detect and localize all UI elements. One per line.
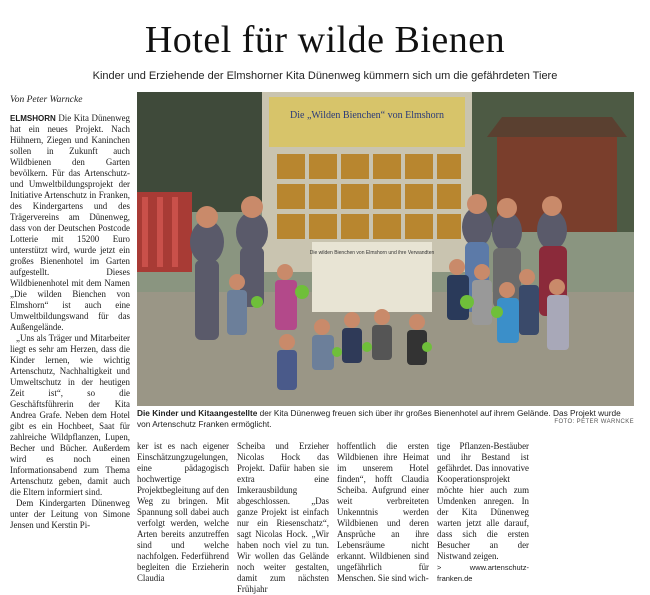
lead-paragraph-3: Dem Kindergarten Dünenweg unter der Leitung von Simone Jensen und Kerstin Pi- [10, 498, 130, 530]
bee-hotel-sign-text: Die „Wilden Bienchen“ von Elmshorn [290, 110, 444, 121]
web-link[interactable]: > www.artenschutz-franken.de [437, 563, 529, 583]
body-column-1-text: ker ist es nach eigener Einschätzungzugelungen, eine pädagogisch hochwertige Projektbegleitung auf den Weg zu bringen. Mit Spannung soll dabei auch verfolgt werden, welche Arten bereits anzutreffen sind und welche nachfolgen. Federführend begleiten die Erzieherin Claudia [137, 441, 229, 583]
photo-bee-hotel [137, 92, 634, 406]
caption-bold: Die Kinder und Kitaangestellte [137, 408, 258, 418]
subheadline: Kinder und Erziehende der Elmshorner Kita Dünenweg kümmern sich um die gefährdeten Tiere [92, 70, 558, 82]
body-column-1 [137, 441, 229, 584]
caption-text: der Kita Dünenweg freuen sich über ihr großes Bienenhotel auf ihrem Gelände. Das Projekt wurde von Artenschutz Franken ermöglicht. [137, 408, 621, 429]
lead-column [10, 113, 130, 531]
lead-paragraph-2: „Uns als Träger und Mitarbeiter liegt es sehr am Herzen, dass die Kinder lernen, wie wichtig Artenschutz, Nachhaltigkeit und Umweltschutz in der heutigen Zeit ist“, so die Geschäftsführerin der Kita Andrea Grafe. Neben dem Hotel gibt es ein Hochbeet, Saat für zahlreiche Wildpflanzen, Lupen, Becher und Bücher. Außerdem wird es noch einen Informationsabend zum Thema Artenschutz geben, damit auch die Eltern informiert sind. [10, 333, 130, 497]
headline: Hotel für wilde Bienen [144, 19, 506, 61]
lead-paragraph-1-text: Die Kita Dünenweg hat ein neues Projekt. Nach Hühnern, Ziegen und Kaninchen sollen in Zukunft auch Wildbienen den Garten bevölkern. Für das Artenschutz- und Umweltbildungsprojekt der Initiative Artenschutz in Franken, des Kindergartens und des Trägervereins am Dünenweg, dass von der Deutschen Postcode Lotterie mit 15200 Euro unterstützt wird, wurde jetzt ein großes Bienenhotel im Garten aufgestellt. Dieses Wildbienenhotel mit dem Namen „Die wilden Bienchen von Elmshorn“ ist auch eine Umweltbildungswand für das Außengelände. [10, 113, 130, 332]
body-column-4 [437, 441, 529, 584]
bee-hotel-sign [269, 97, 465, 147]
body-column-2-text: Scheiba und Erzieher Nicolas Hock das Projekt. Dafür haben sie extra eine Imkerausbildung abgeschlossen. „Das ganze Projekt ist einfach nur ein Riesenschatz“, sagt Nicolas Hock. „Wir haben noch viel zu tun. Wir wollen das Gelände noch weiter gestalten, damit zum nächsten Frühjahr [237, 441, 329, 594]
info-board-text: Die wilden Bienchen von Elmshorn und ihre Verwandten [309, 250, 435, 256]
body-column-3 [337, 441, 429, 584]
photo-credit: FOTO: PETER WARNCKE [554, 419, 634, 425]
lead-paragraph-1 [10, 113, 130, 333]
body-column-4-text: tige Pflanzen-Bestäuber und ihr Bestand ist gefährdet. Das innovative Kooperationsprojekt möchte hier auch zum Umdenken anregen. In der Kita Dünenweg warten jetzt alle darauf, dass sich die ersten Besucher an der Nistwand zeigen. [437, 441, 529, 561]
body-column-2 [237, 441, 329, 595]
body-column-3-text: hoffentlich die ersten Wildbienen ihre Heimat im unserem Hotel finden“, hofft Claudia Scheiba. Aufgrund einer weit verbreiteten Unkenntnis werden Wildbienen und deren Ansprüche an ihre Lebensräume nicht erkannt. Wildbienen sind ungefährlich für Menschen. Sie sind wich- [337, 441, 429, 583]
byline: Von Peter Warncke [10, 95, 83, 105]
dateline: ELMSHORN [10, 114, 56, 123]
photo-illustration [137, 92, 634, 406]
